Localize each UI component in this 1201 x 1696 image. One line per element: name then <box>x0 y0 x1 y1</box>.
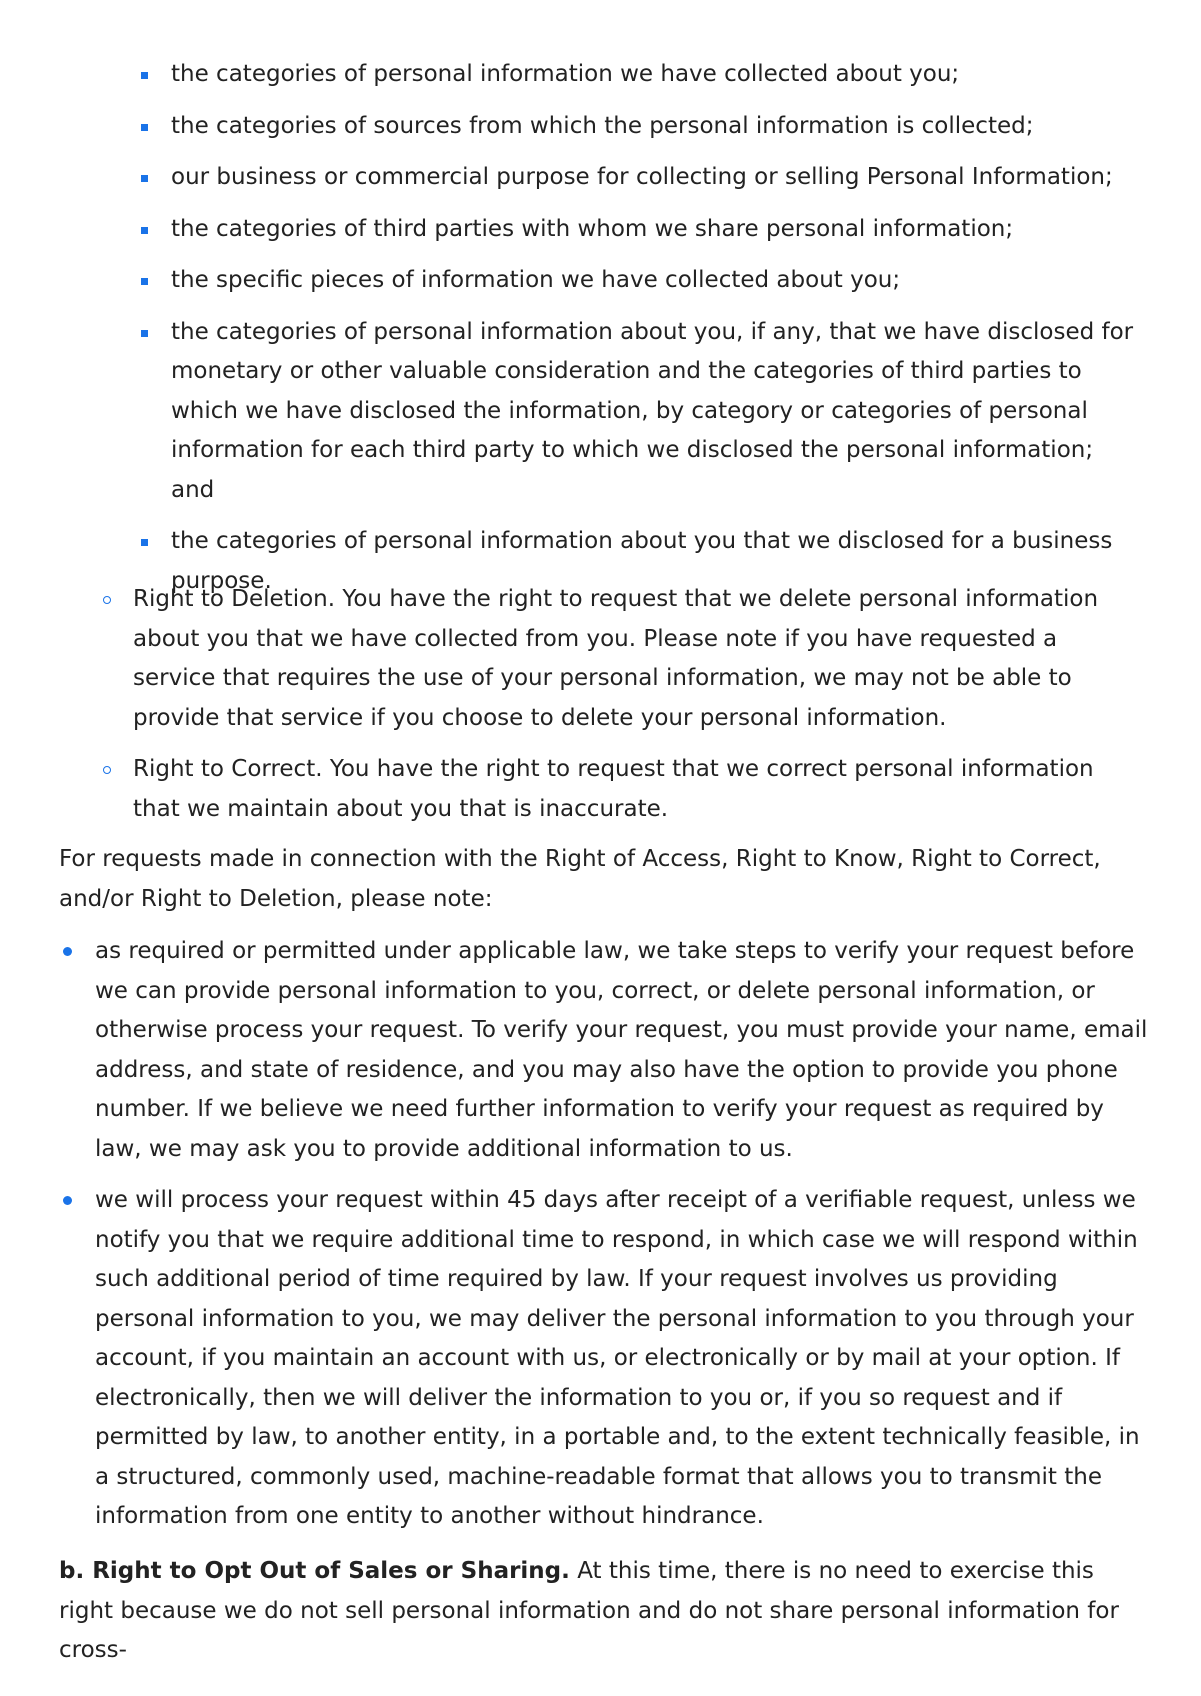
list-item: the categories of personal information about you, if any, that we have disclosed for monetary or other valuable consideration and the categories of third parties to which we have disclosed the information, by category or categories of personal information for each third party to which we disclosed the personal information; and <box>0 313 1141 511</box>
opt-out-text: At this time, there is no need to exercise this right because we do not sell personal information and do not share personal information for cross- <box>59 1558 1119 1663</box>
list-item: the categories of personal information about you that we disclosed for a business purpose. <box>0 522 1141 601</box>
list-item: the categories of sources from which the personal information is collected; <box>0 107 1141 147</box>
right-to-know-sublist <box>0 55 1201 613</box>
processing-time-item: we will process your request within 45 days after receipt of a verifiable request, unless we notify you that we require additional time to respond, in which case we will respond within such additional period of time required by law. If your request involves us providing personal information to you, we may deliver the personal information to you through your account, if you maintain an account with us, or electronically or by mail at your option. If electronically, then we will deliver the information to you or, if you so request and if permitted by law, to another entity, in a portable and, to the extent technically feasible, in a structured, commonly used, machine-readable format that allows you to transmit the information from one entity to another without hindrance. <box>0 1181 1148 1537</box>
request-notes-list <box>0 932 1201 1549</box>
opt-out-paragraph <box>59 1552 1149 1671</box>
requests-note-paragraph: For requests made in connection with the Right of Access, Right to Know, Right to Correct, and/or Right to Deletion, please note: <box>59 846 1101 912</box>
list-item: the specific pieces of information we have collected about you; <box>0 261 1141 301</box>
rights-list <box>0 580 1201 841</box>
opt-out-heading: b. Right to Opt Out of Sales or Sharing. <box>59 1558 570 1584</box>
right-to-correct-item: Right to Correct. You have the right to request that we correct personal information that we maintain about you that is inaccurate. <box>0 750 1145 829</box>
list-item: the categories of third parties with whom we share personal information; <box>0 210 1141 250</box>
right-to-deletion-item: Right to Deletion. You have the right to request that we delete personal information about you that we have collected from you. Please note if you have requested a service that requires the use of your personal information, we may not be able to provide that service if you choose to delete your personal information. <box>0 580 1145 738</box>
list-item: our business or commercial purpose for collecting or selling Personal Information; <box>0 158 1141 198</box>
verification-item: as required or permitted under applicable law, we take steps to verify your request before we can provide personal information to you, correct, or delete personal information, or otherwise process your request. To verify your request, you must provide your name, email address, and state of residence, and you may also have the option to provide you phone number. If we believe we need further information to verify your request as required by law, we may ask you to provide additional information to us. <box>0 932 1148 1169</box>
list-item: the categories of personal information we have collected about you; <box>0 55 1141 95</box>
